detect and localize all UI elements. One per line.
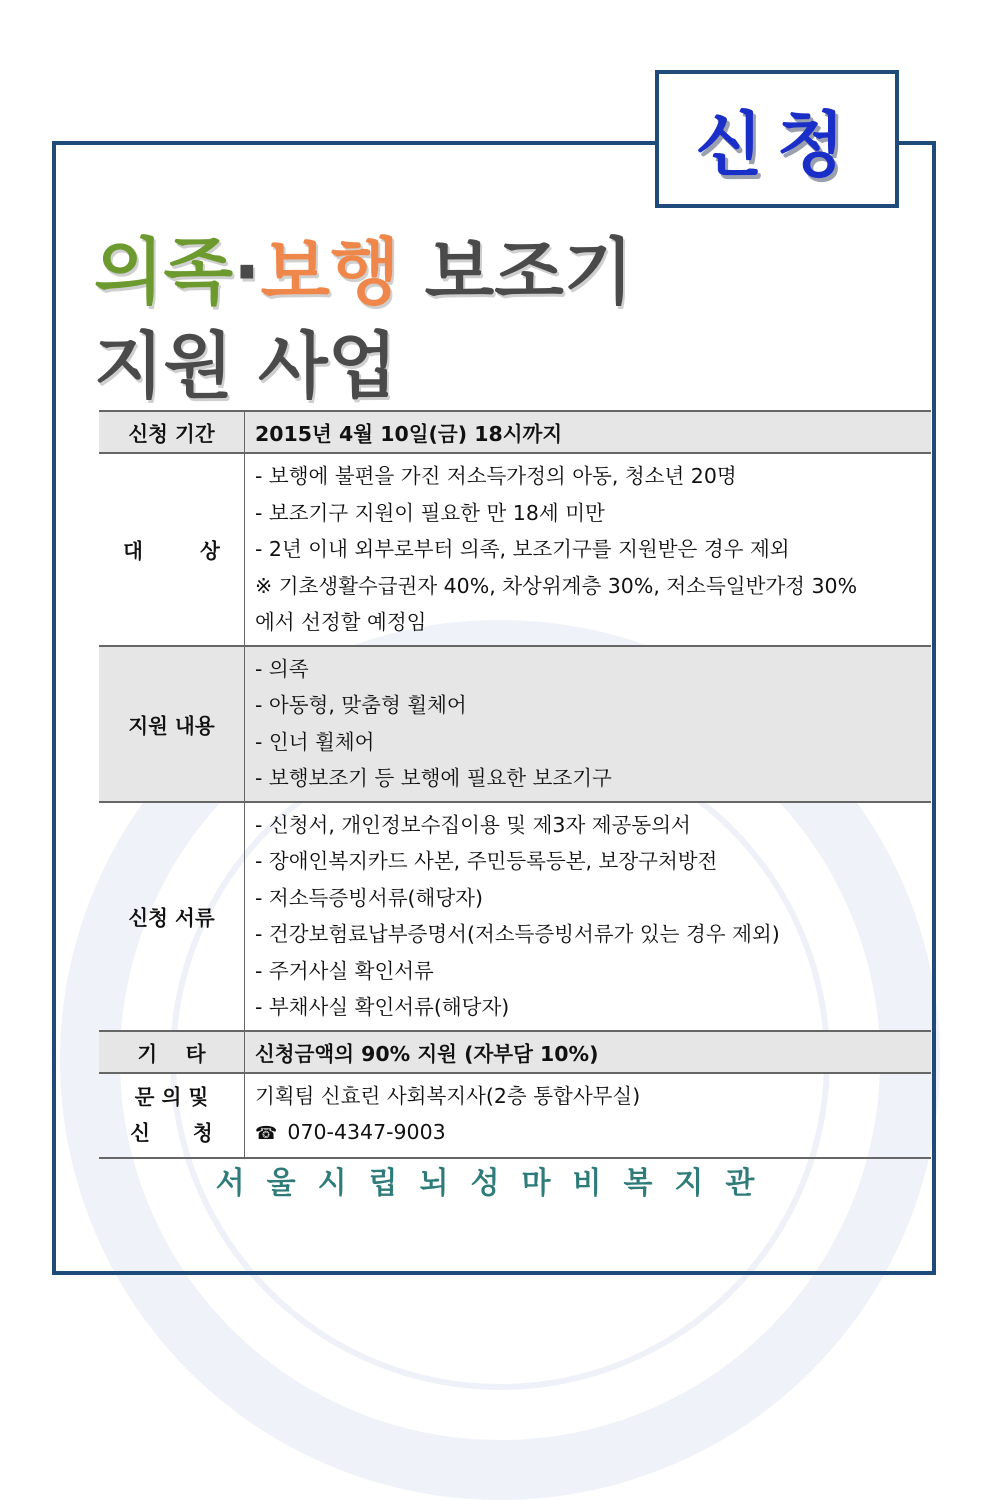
title-line-2: 지원 사업: [94, 324, 398, 408]
title-word-aid: 보조기: [399, 230, 634, 314]
list-item: - 장애인복지카드 사본, 주민등록등본, 보장구처방전: [255, 849, 718, 873]
value-contact: [245, 1073, 932, 1158]
application-badge: [655, 70, 899, 208]
contact-phone: 070-4347-9003: [287, 1120, 446, 1144]
label-target: 대 상: [99, 453, 245, 646]
title-word-prosthesis: 의족: [94, 230, 234, 314]
label-contact: [99, 1073, 245, 1158]
row-period: [99, 411, 931, 453]
value-documents: [245, 802, 932, 1031]
info-table: [99, 410, 931, 1159]
title-separator: ·: [233, 230, 261, 314]
contact-person: 기획팀 신효린 사회복지사(2층 통합사무실): [255, 1083, 641, 1108]
phone-icon: ☎: [255, 1123, 278, 1144]
list-item: - 건강보험료납부증명서(저소득증빙서류가 있는 경우 제외): [255, 922, 780, 946]
list-item: - 신청서, 개인정보수집이용 및 제3자 제공동의서: [255, 812, 691, 837]
list-item: - 보조기구 지원이 필요한 만 18세 미만: [255, 500, 605, 525]
row-target: [99, 453, 931, 646]
value-support: [245, 646, 932, 802]
row-support: [99, 646, 931, 802]
label-contact-line-1: 문 의 및: [134, 1085, 209, 1109]
row-etc: [99, 1031, 931, 1073]
label-etc: 기 타: [99, 1031, 245, 1073]
list-item: - 보행보조기 등 보행에 필요한 보조기구: [255, 766, 612, 790]
list-item: - 인너 휠체어: [255, 729, 375, 754]
organization-name: 서울시립뇌성마비복지관: [215, 1166, 777, 1201]
list-item-note: 에서 선정할 예정임: [255, 610, 427, 634]
value-etc: 신청금액의 90% 지원 (자부담 10%): [245, 1031, 932, 1073]
list-item: - 저소득증빙서류(해당자): [255, 885, 483, 910]
list-item: - 보행에 불편을 가진 저소득가정의 아동, 청소년 20명: [255, 464, 737, 488]
value-period: 2015년 4월 10일(금) 18시까지: [245, 411, 932, 453]
label-period: 신청 기간: [99, 411, 245, 453]
list-item: - 주거사실 확인서류: [255, 958, 434, 983]
row-contact: [99, 1073, 931, 1158]
list-item-note: ※ 기초생활수급권자 40%, 차상위계층 30%, 저소득일반가정 30%: [255, 573, 858, 598]
title-line-1: [94, 230, 634, 316]
row-documents: [99, 802, 931, 1031]
page-title: [94, 230, 634, 408]
contact-phone-row: [255, 1114, 921, 1153]
value-target: [245, 453, 932, 646]
title-word-walking: 보행: [260, 230, 400, 314]
label-contact-line-2: 신 청: [130, 1121, 213, 1145]
list-item: - 의족: [255, 656, 309, 681]
label-documents: 신청 서류: [99, 802, 245, 1031]
badge-label: 신청: [695, 103, 859, 186]
label-support: 지원 내용: [99, 646, 245, 802]
list-item: - 2년 이내 외부로부터 의족, 보조기구를 지원받은 경우 제외: [255, 537, 790, 561]
list-item: - 부채사실 확인서류(해당자): [255, 995, 510, 1019]
list-item: - 아동형, 맞춤형 휠체어: [255, 693, 467, 717]
